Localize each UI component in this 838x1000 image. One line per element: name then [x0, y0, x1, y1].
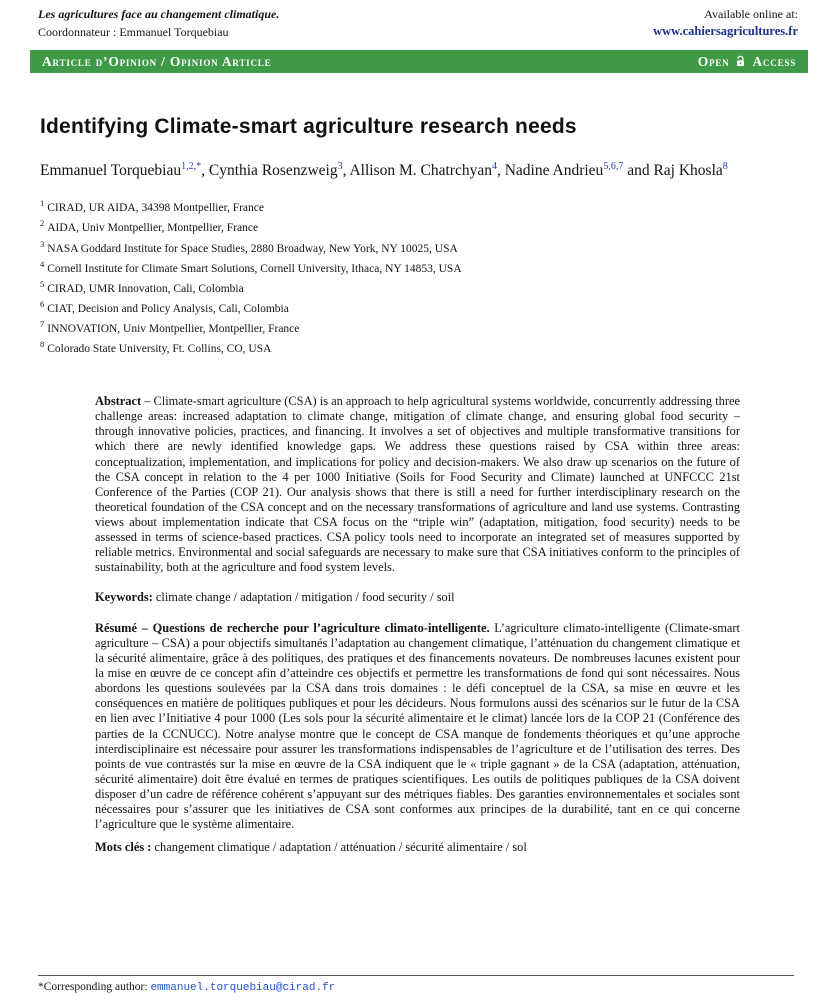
affiliation-number: 3 — [40, 238, 45, 249]
affiliation-text: AIDA, Univ Montpellier, Montpellier, France — [47, 222, 259, 235]
author — [343, 162, 497, 179]
affiliation-text: CIRAD, UR AIDA, 34398 Montpellier, France — [47, 202, 264, 215]
corresponding-author-email[interactable]: emmanuel.torquebiau@cirad.fr — [150, 982, 336, 994]
author-superscript: 3 — [337, 161, 343, 172]
affiliations-list — [40, 197, 798, 358]
abstract — [95, 394, 740, 576]
keywords — [95, 590, 740, 605]
affiliation — [40, 338, 798, 358]
affiliation — [40, 197, 798, 217]
keywords-text: climate change / adaptation / mitigation / food security / soil — [152, 589, 455, 604]
author-name: Cynthia Rosenzweig — [208, 162, 338, 180]
open-lock-icon — [734, 55, 747, 68]
coordinator-line: Coordonnateur : Emmanuel Torquebiau — [38, 25, 229, 39]
affiliation — [40, 238, 798, 258]
author-name: Emmanuel Torquebiau — [40, 162, 182, 180]
abstract-resume-block — [95, 394, 740, 856]
author — [201, 162, 342, 179]
affiliation — [40, 217, 798, 237]
affiliation — [40, 298, 798, 318]
affiliation-text: CIRAD, UMR Innovation, Cali, Colombia — [47, 282, 244, 295]
author-superscript: 5,6,7 — [603, 161, 624, 172]
open-access-badge — [698, 54, 796, 70]
author-superscript: 4 — [491, 161, 497, 172]
affiliation-number: 4 — [40, 258, 45, 269]
author-prefix: , — [342, 162, 350, 180]
affiliation-text: CIAT, Decision and Policy Analysis, Cali, Colombia — [47, 302, 289, 315]
author-prefix: , — [201, 162, 209, 180]
page-title: Identifying Climate-smart agriculture research needs — [40, 115, 577, 138]
open-access-label-access: Access — [752, 53, 796, 69]
journal-website-link[interactable]: www.cahiersagricultures.fr — [653, 24, 798, 38]
affiliation-number: 6 — [40, 298, 45, 309]
affiliation-number: 1 — [40, 198, 45, 209]
author-name: Raj Khosla — [653, 162, 723, 180]
affiliation — [40, 278, 798, 298]
affiliation-number: 2 — [40, 218, 45, 229]
corresponding-author-footnote — [38, 975, 794, 994]
corresponding-author-note: *Corresponding author: — [38, 981, 151, 993]
affiliation-number: 8 — [40, 338, 45, 349]
author — [623, 162, 727, 179]
resume-label: Résumé – Questions de recherche pour l’agriculture climato-intelligente. — [95, 620, 490, 635]
affiliation — [40, 318, 798, 338]
mots-cles-text: changement climatique / adaptation / atténuation / sécurité alimentaire / sol — [151, 840, 527, 855]
header-left — [38, 7, 279, 40]
author-line — [40, 159, 778, 182]
affiliation-text: INNOVATION, Univ Montpellier, Montpellier, France — [47, 322, 300, 335]
author — [40, 162, 201, 179]
affiliation-text: Cornell Institute for Climate Smart Solutions, Cornell University, Ithaca, NY 14853, USA — [47, 262, 462, 275]
open-access-label-open: Open — [697, 53, 730, 69]
author-superscript: 8 — [722, 161, 728, 172]
series-title: Les agricultures face au changement climatique. — [38, 7, 280, 21]
page-header — [0, 0, 838, 40]
affiliation-text: Colorado State University, Ft. Collins, CO, USA — [47, 342, 272, 355]
keywords-label: Keywords: — [95, 589, 153, 604]
author-superscript: 1,2,* — [181, 161, 202, 172]
author — [497, 162, 623, 179]
affiliation — [40, 258, 798, 278]
available-online-label: Available online at: — [704, 7, 798, 21]
affiliation-number: 7 — [40, 318, 45, 329]
header-right — [653, 7, 798, 40]
affiliation-text: NASA Goddard Institute for Space Studies, 2880 Broadway, New York, NY 10025, USA — [47, 242, 458, 255]
author-prefix: and — [623, 162, 654, 180]
mots-cles-label: Mots clés : — [95, 840, 152, 855]
author-prefix: , — [496, 162, 505, 180]
article-type-banner — [30, 50, 808, 73]
article-type-label: Article d’Opinion / Opinion Article — [42, 53, 272, 69]
author-name: Allison M. Chatrchyan — [349, 162, 492, 180]
resume-text: L’agriculture climato-intelligente (Climate-smart agriculture – CSA) a pour objectifs simultanés l’adaptation au changement climatique, l’atténuation du changement climatique et la sécurité alimentaire, grâce à des politiques, des pratiques et des financements novateurs. De nombreuses lacunes existent pour la mise en œuvre de ce concept afin d’atteindre ces objectifs et permettre les transformations de fond qui sont nécessaires. Nous abordons les questions soulevées par la CSA dans trois domaines : le défi conceptuel de la CSA, sa mise en œuvre et les conséquences en matière de politiques publiques et pour les décideurs. Nous formulons aussi des scénarios sur le futur de la CSA en lien avec l’Initiative 4 pour 1000 (Les sols pour la sécurité alimentaire et le climat) lancée lors de la COP 21 (Conférence des parties de la CCNUCC). Notre analyse montre que le concept de CSA manque de fondements théoriques et qu’une approche interdisciplinaire est nécessaire pour assurer les transformations indispensables de l’agriculture et de l’utilisation des terres. Des points de vue contrastés sur la mise en œuvre de la CSA indiquent que le « triple gagnant » de la CSA (adaptation, atténuation, sécurité alimentaire) doit être évalué en termes de pratiques scientifiques. Les outils de politiques publiques de la CSA doivent disposer d’un cadre de référence cohérent s’appuyant sur des métriques fiables. Des garanties environnementales et sociales sont nécessaires pour s’assurer que les initiatives de CSA sont conformes aux principes de la durabilité, tant en ce qui concerne l’agriculture que le système alimentaire. — [95, 620, 740, 832]
abstract-label: Abstract — [95, 394, 142, 409]
abstract-text: – Climate-smart agriculture (CSA) is an approach to help agricultural systems worldwide, concurrently addressing three challenge areas: increased adaptation to climate change, mitigation of climate change, and ensuring global food security – through innovative policies, practices, and financing. It involves a set of objectives and multiple transformative transitions for which there are newly identified knowledge gaps. We address these questions raised by CSA within three areas: conceptualization, implementation, and implications for policy and decision-makers. We also draw up scenarios on the future of the CSA concept in relation to the 4 per 1000 Initiative (Soils for Food Security and Climate) launched at UNFCCC 21st Conference of the Parties (COP 21). Our analysis shows that there is still a need for further interdisciplinary research on the theoretical foundation of the CSA concept and on the necessary transformations of agriculture and land use systems. Contrasting views about implementation indicate that CSA focus on the “triple win” (adaptation, mitigation, food security) needs to be assessed in terms of science-based practices. CSA policy tools need to incorporate an integrated set of measures supported by reliable metrics. Environmental and social safeguards are necessary to make sure that CSA initiatives conform to the principles of sustainability, both at the agriculture and food system levels. — [95, 394, 740, 575]
mots-cles — [95, 840, 740, 855]
author-name: Nadine Andrieu — [504, 162, 604, 180]
resume — [95, 621, 740, 833]
affiliation-number: 5 — [40, 278, 45, 289]
